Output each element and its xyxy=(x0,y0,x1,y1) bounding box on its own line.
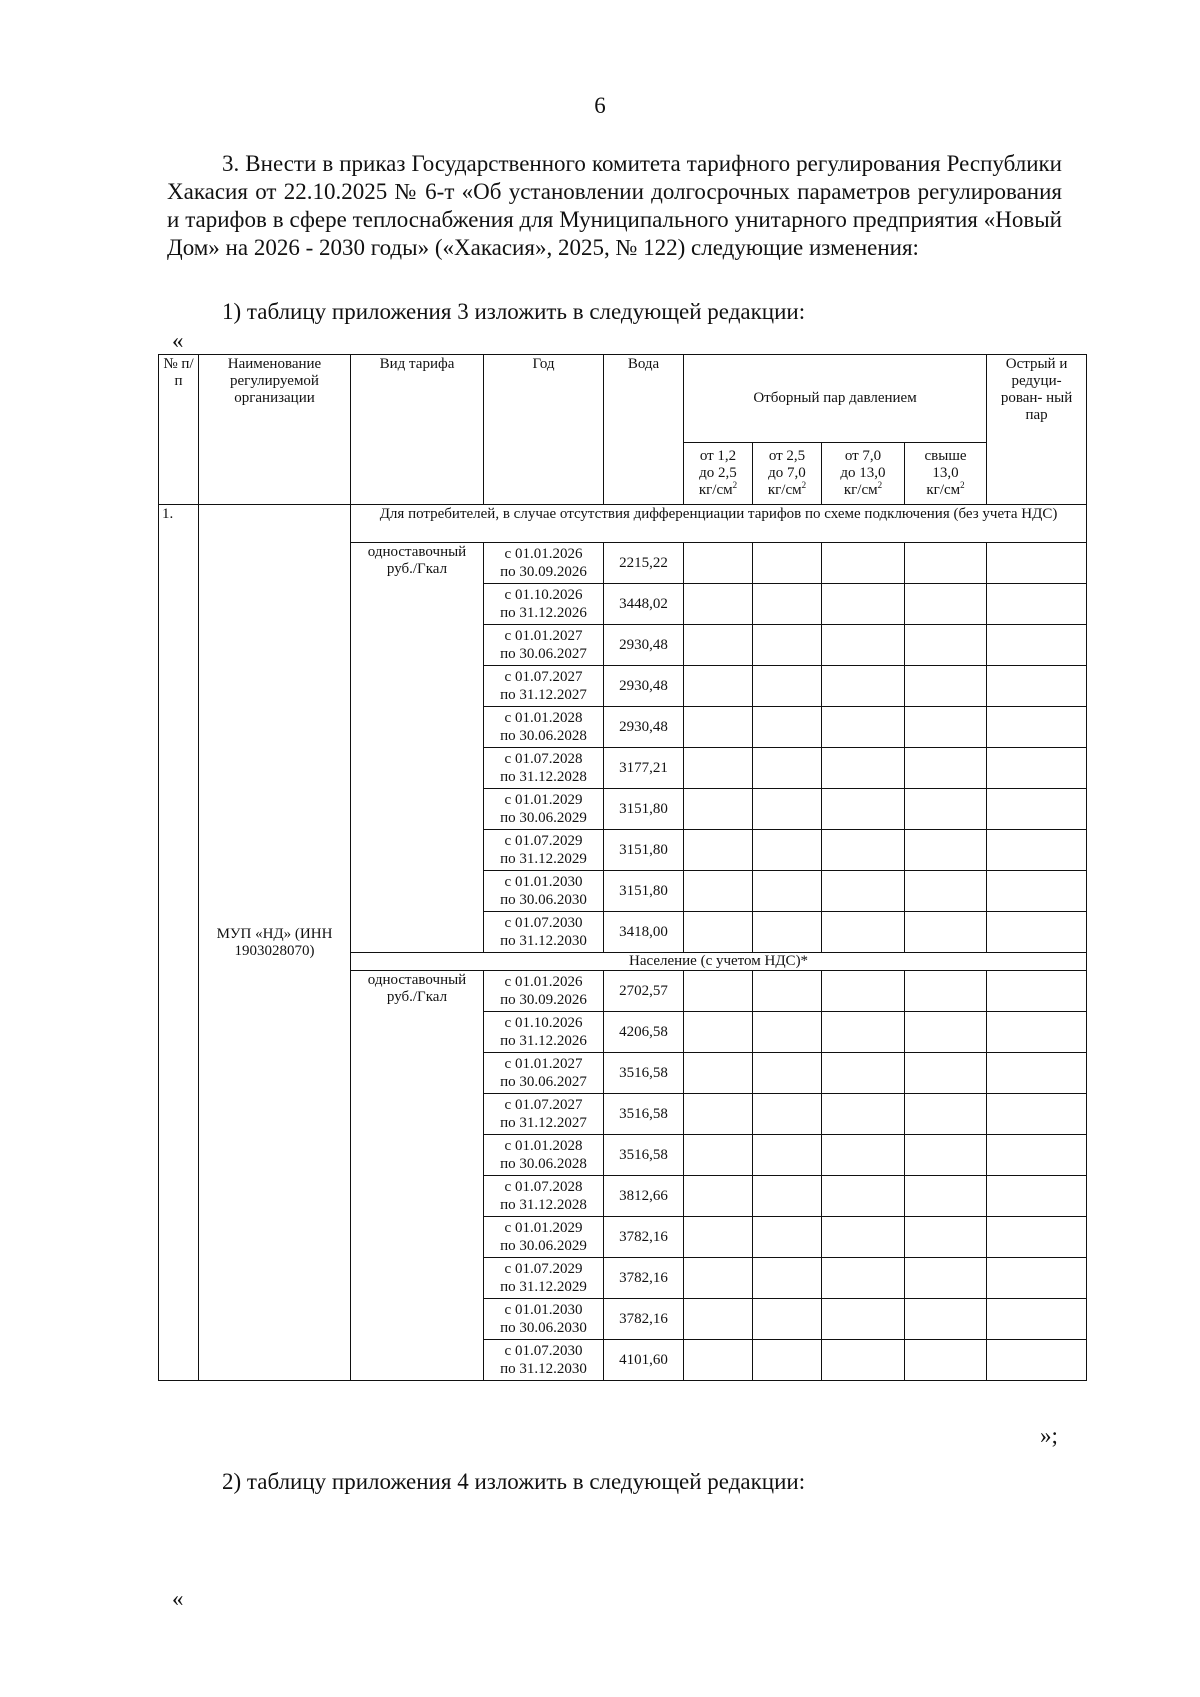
empty-cell xyxy=(905,1217,987,1258)
header-pressure-1 xyxy=(684,443,753,505)
empty-cell xyxy=(822,1340,905,1381)
period-from: с 01.01.2028 xyxy=(504,1138,583,1154)
period-to: по 30.06.2029 xyxy=(500,810,587,826)
period-to: по 31.12.2030 xyxy=(500,1361,587,1377)
intro-text: 3. Внести в приказ Государственного комитета тарифного регулирования Республики Хакасия от 22.10.2025 № 6-т «Об установлении долгосрочных параметров регулирования и тарифов в сфере теплоснабжения для Муниципального унитарного предприятия «Новый Дом» на 2026 - 2030 годы» («Хакасия», 2025, № 122) следующие изменения: xyxy=(167,151,1062,260)
period-cell xyxy=(484,666,604,707)
header-tariff-type: Вид тарифа xyxy=(351,355,484,505)
pressure-1-label: от 1,2 до 2,5 $кг/см^2$ xyxy=(698,448,738,498)
period-from: с 01.01.2026 xyxy=(504,974,583,990)
tariff-type-2: одноставочный руб./Гкал xyxy=(351,971,484,1381)
empty-cell xyxy=(987,971,1087,1012)
period-from: с 01.07.2030 xyxy=(504,915,583,931)
period-from: с 01.07.2027 xyxy=(504,1097,583,1113)
period-to: по 30.06.2028 xyxy=(500,728,587,744)
empty-cell xyxy=(753,666,822,707)
empty-cell xyxy=(822,707,905,748)
empty-cell xyxy=(905,1299,987,1340)
empty-cell xyxy=(753,1217,822,1258)
period-from: с 01.01.2030 xyxy=(504,1302,583,1318)
water-value: 3418,00 xyxy=(604,912,684,953)
period-from: с 01.01.2029 xyxy=(504,1220,583,1236)
period-cell xyxy=(484,1012,604,1053)
empty-cell xyxy=(753,543,822,584)
empty-cell xyxy=(822,789,905,830)
empty-cell xyxy=(987,1217,1087,1258)
period-cell xyxy=(484,748,604,789)
empty-cell xyxy=(684,1217,753,1258)
tariff-table xyxy=(158,354,1087,1381)
empty-cell xyxy=(987,1135,1087,1176)
close-quote: »; xyxy=(1040,1423,1058,1448)
water-value: 3782,16 xyxy=(604,1217,684,1258)
water-value: 2702,57 xyxy=(604,971,684,1012)
header-pressure-4 xyxy=(905,443,987,505)
empty-cell xyxy=(753,1340,822,1381)
period-cell xyxy=(484,1135,604,1176)
period-cell xyxy=(484,1176,604,1217)
empty-cell xyxy=(822,625,905,666)
header-steam: Отборный пар давлением xyxy=(684,355,987,443)
period-from: с 01.01.2027 xyxy=(504,628,583,644)
empty-cell xyxy=(987,543,1087,584)
water-value: 2930,48 xyxy=(604,666,684,707)
empty-cell xyxy=(684,1094,753,1135)
empty-cell xyxy=(987,1053,1087,1094)
period-cell xyxy=(484,1217,604,1258)
empty-cell xyxy=(684,1340,753,1381)
period-cell xyxy=(484,625,604,666)
period-cell xyxy=(484,1299,604,1340)
header-sharp-steam: Острый и редуци- рован- ный пар xyxy=(987,355,1087,505)
empty-cell xyxy=(684,1176,753,1217)
period-from: с 01.01.2026 xyxy=(504,546,583,562)
empty-cell xyxy=(822,871,905,912)
period-to: по 31.12.2030 xyxy=(500,933,587,949)
period-to: по 30.06.2027 xyxy=(500,646,587,662)
empty-cell xyxy=(684,830,753,871)
water-value: 3516,58 xyxy=(604,1094,684,1135)
period-from: с 01.07.2030 xyxy=(504,1343,583,1359)
water-value: 4101,60 xyxy=(604,1340,684,1381)
period-cell xyxy=(484,871,604,912)
period-from: с 01.01.2030 xyxy=(504,874,583,890)
period-to: по 31.12.2026 xyxy=(500,1033,587,1049)
empty-cell xyxy=(753,1176,822,1217)
empty-cell xyxy=(753,625,822,666)
empty-cell xyxy=(987,1258,1087,1299)
empty-cell xyxy=(905,543,987,584)
empty-cell xyxy=(822,1053,905,1094)
empty-cell xyxy=(987,584,1087,625)
empty-cell xyxy=(684,707,753,748)
empty-cell xyxy=(987,1176,1087,1217)
open-quote: « xyxy=(172,328,184,353)
organization-name: МУП «НД» (ИНН 1903028070) xyxy=(199,505,351,1381)
period-to: по 31.12.2029 xyxy=(500,1279,587,1295)
period-cell xyxy=(484,543,604,584)
open-quote-2: « xyxy=(172,1586,184,1611)
period-from: с 01.01.2027 xyxy=(504,1056,583,1072)
empty-cell xyxy=(905,971,987,1012)
water-value: 2930,48 xyxy=(604,707,684,748)
empty-cell xyxy=(905,1258,987,1299)
empty-cell xyxy=(684,1135,753,1176)
pressure-4-label: свыше 13,0 $кг/см^2$ xyxy=(924,448,967,498)
header-pressure-2 xyxy=(753,443,822,505)
period-cell xyxy=(484,1094,604,1135)
empty-cell xyxy=(987,830,1087,871)
empty-cell xyxy=(684,1258,753,1299)
empty-cell xyxy=(753,1053,822,1094)
header-water: Вода xyxy=(604,355,684,505)
empty-cell xyxy=(987,1012,1087,1053)
period-to: по 31.12.2029 xyxy=(500,851,587,867)
empty-cell xyxy=(753,707,822,748)
header-year: Год xyxy=(484,355,604,505)
empty-cell xyxy=(987,789,1087,830)
period-from: с 01.10.2026 xyxy=(504,1015,583,1031)
empty-cell xyxy=(822,1176,905,1217)
period-to: по 31.12.2027 xyxy=(500,1115,587,1131)
period-to: по 30.06.2029 xyxy=(500,1238,587,1254)
water-value: 3812,66 xyxy=(604,1176,684,1217)
period-to: по 30.09.2026 xyxy=(500,564,587,580)
empty-cell xyxy=(905,871,987,912)
period-from: с 01.01.2028 xyxy=(504,710,583,726)
empty-cell xyxy=(822,1135,905,1176)
period-cell xyxy=(484,1053,604,1094)
period-to: по 31.12.2026 xyxy=(500,605,587,621)
period-to: по 30.06.2030 xyxy=(500,892,587,908)
empty-cell xyxy=(684,971,753,1012)
empty-cell xyxy=(822,1217,905,1258)
period-to: по 31.12.2027 xyxy=(500,687,587,703)
row-number: 1. xyxy=(159,505,199,1381)
section-1-title: Для потребителей, в случае отсутствия дифференциации тарифов по схеме подключения (без учета НДС) xyxy=(351,505,1087,543)
period-cell xyxy=(484,1340,604,1381)
empty-cell xyxy=(822,912,905,953)
pressure-2-label: от 2,5 до 7,0 $кг/см^2$ xyxy=(767,448,807,498)
empty-cell xyxy=(905,1135,987,1176)
period-from: с 01.07.2028 xyxy=(504,1179,583,1195)
period-cell xyxy=(484,707,604,748)
period-to: по 31.12.2028 xyxy=(500,769,587,785)
empty-cell xyxy=(987,707,1087,748)
empty-cell xyxy=(753,1012,822,1053)
pressure-3-label: от 7,0 до 13,0 $кг/см^2$ xyxy=(840,448,886,498)
empty-cell xyxy=(905,1340,987,1381)
empty-cell xyxy=(905,1176,987,1217)
empty-cell xyxy=(905,1012,987,1053)
water-value: 3516,58 xyxy=(604,1053,684,1094)
period-to: по 31.12.2028 xyxy=(500,1197,587,1213)
period-cell xyxy=(484,1258,604,1299)
empty-cell xyxy=(905,789,987,830)
empty-cell xyxy=(987,666,1087,707)
water-value: 3177,21 xyxy=(604,748,684,789)
empty-cell xyxy=(684,543,753,584)
empty-cell xyxy=(684,789,753,830)
empty-cell xyxy=(822,666,905,707)
empty-cell xyxy=(684,912,753,953)
empty-cell xyxy=(684,625,753,666)
empty-cell xyxy=(753,912,822,953)
tariff-type-1: одноставочный руб./Гкал xyxy=(351,543,484,953)
water-value: 3782,16 xyxy=(604,1258,684,1299)
period-from: с 01.07.2028 xyxy=(504,751,583,767)
empty-cell xyxy=(905,666,987,707)
empty-cell xyxy=(987,748,1087,789)
water-value: 2930,48 xyxy=(604,625,684,666)
period-to: по 30.09.2026 xyxy=(500,992,587,1008)
period-to: по 30.06.2027 xyxy=(500,1074,587,1090)
empty-cell xyxy=(753,789,822,830)
empty-cell xyxy=(684,1299,753,1340)
water-value: 3151,80 xyxy=(604,830,684,871)
empty-cell xyxy=(753,1094,822,1135)
water-value: 3151,80 xyxy=(604,789,684,830)
empty-cell xyxy=(987,625,1087,666)
empty-cell xyxy=(905,707,987,748)
empty-cell xyxy=(822,748,905,789)
empty-cell xyxy=(684,1053,753,1094)
empty-cell xyxy=(822,584,905,625)
period-from: с 01.10.2026 xyxy=(504,587,583,603)
empty-cell xyxy=(753,1258,822,1299)
empty-cell xyxy=(905,584,987,625)
header-num: № п/ п xyxy=(159,355,199,505)
water-value: 3782,16 xyxy=(604,1299,684,1340)
page-number: 6 xyxy=(594,93,606,118)
water-value: 3151,80 xyxy=(604,871,684,912)
period-to: по 30.06.2030 xyxy=(500,1320,587,1336)
empty-cell xyxy=(753,871,822,912)
water-value: 3516,58 xyxy=(604,1135,684,1176)
water-value: 2215,22 xyxy=(604,543,684,584)
period-from: с 01.01.2029 xyxy=(504,792,583,808)
empty-cell xyxy=(905,1053,987,1094)
period-cell xyxy=(484,789,604,830)
empty-cell xyxy=(753,830,822,871)
water-value: 3448,02 xyxy=(604,584,684,625)
empty-cell xyxy=(753,1299,822,1340)
empty-cell xyxy=(987,1094,1087,1135)
empty-cell xyxy=(684,1012,753,1053)
period-cell xyxy=(484,971,604,1012)
period-cell xyxy=(484,584,604,625)
empty-cell xyxy=(987,871,1087,912)
empty-cell xyxy=(684,748,753,789)
empty-cell xyxy=(822,830,905,871)
empty-cell xyxy=(987,1299,1087,1340)
section-2-title: Население (с учетом НДС)* xyxy=(351,953,1087,971)
empty-cell xyxy=(753,971,822,1012)
intro-paragraph xyxy=(167,150,1062,262)
header-org: Наименование регулируемой организации xyxy=(199,355,351,505)
empty-cell xyxy=(684,584,753,625)
empty-cell xyxy=(905,625,987,666)
empty-cell xyxy=(684,666,753,707)
empty-cell xyxy=(822,543,905,584)
period-to: по 30.06.2028 xyxy=(500,1156,587,1172)
period-from: с 01.07.2029 xyxy=(504,1261,583,1277)
empty-cell xyxy=(987,1340,1087,1381)
item-1-text: 1) таблицу приложения 3 изложить в следующей редакции: xyxy=(222,299,806,324)
empty-cell xyxy=(822,1094,905,1135)
header-pressure-3 xyxy=(822,443,905,505)
period-cell xyxy=(484,912,604,953)
empty-cell xyxy=(822,971,905,1012)
item-2-text: 2) таблицу приложения 4 изложить в следующей редакции: xyxy=(222,1469,806,1494)
empty-cell xyxy=(905,748,987,789)
empty-cell xyxy=(822,1012,905,1053)
empty-cell xyxy=(905,1094,987,1135)
period-from: с 01.07.2027 xyxy=(504,669,583,685)
empty-cell xyxy=(753,584,822,625)
empty-cell xyxy=(753,748,822,789)
period-cell xyxy=(484,830,604,871)
empty-cell xyxy=(684,871,753,912)
period-from: с 01.07.2029 xyxy=(504,833,583,849)
empty-cell xyxy=(905,830,987,871)
empty-cell xyxy=(905,912,987,953)
empty-cell xyxy=(822,1299,905,1340)
empty-cell xyxy=(822,1258,905,1299)
empty-cell xyxy=(753,1135,822,1176)
water-value: 4206,58 xyxy=(604,1012,684,1053)
empty-cell xyxy=(987,912,1087,953)
